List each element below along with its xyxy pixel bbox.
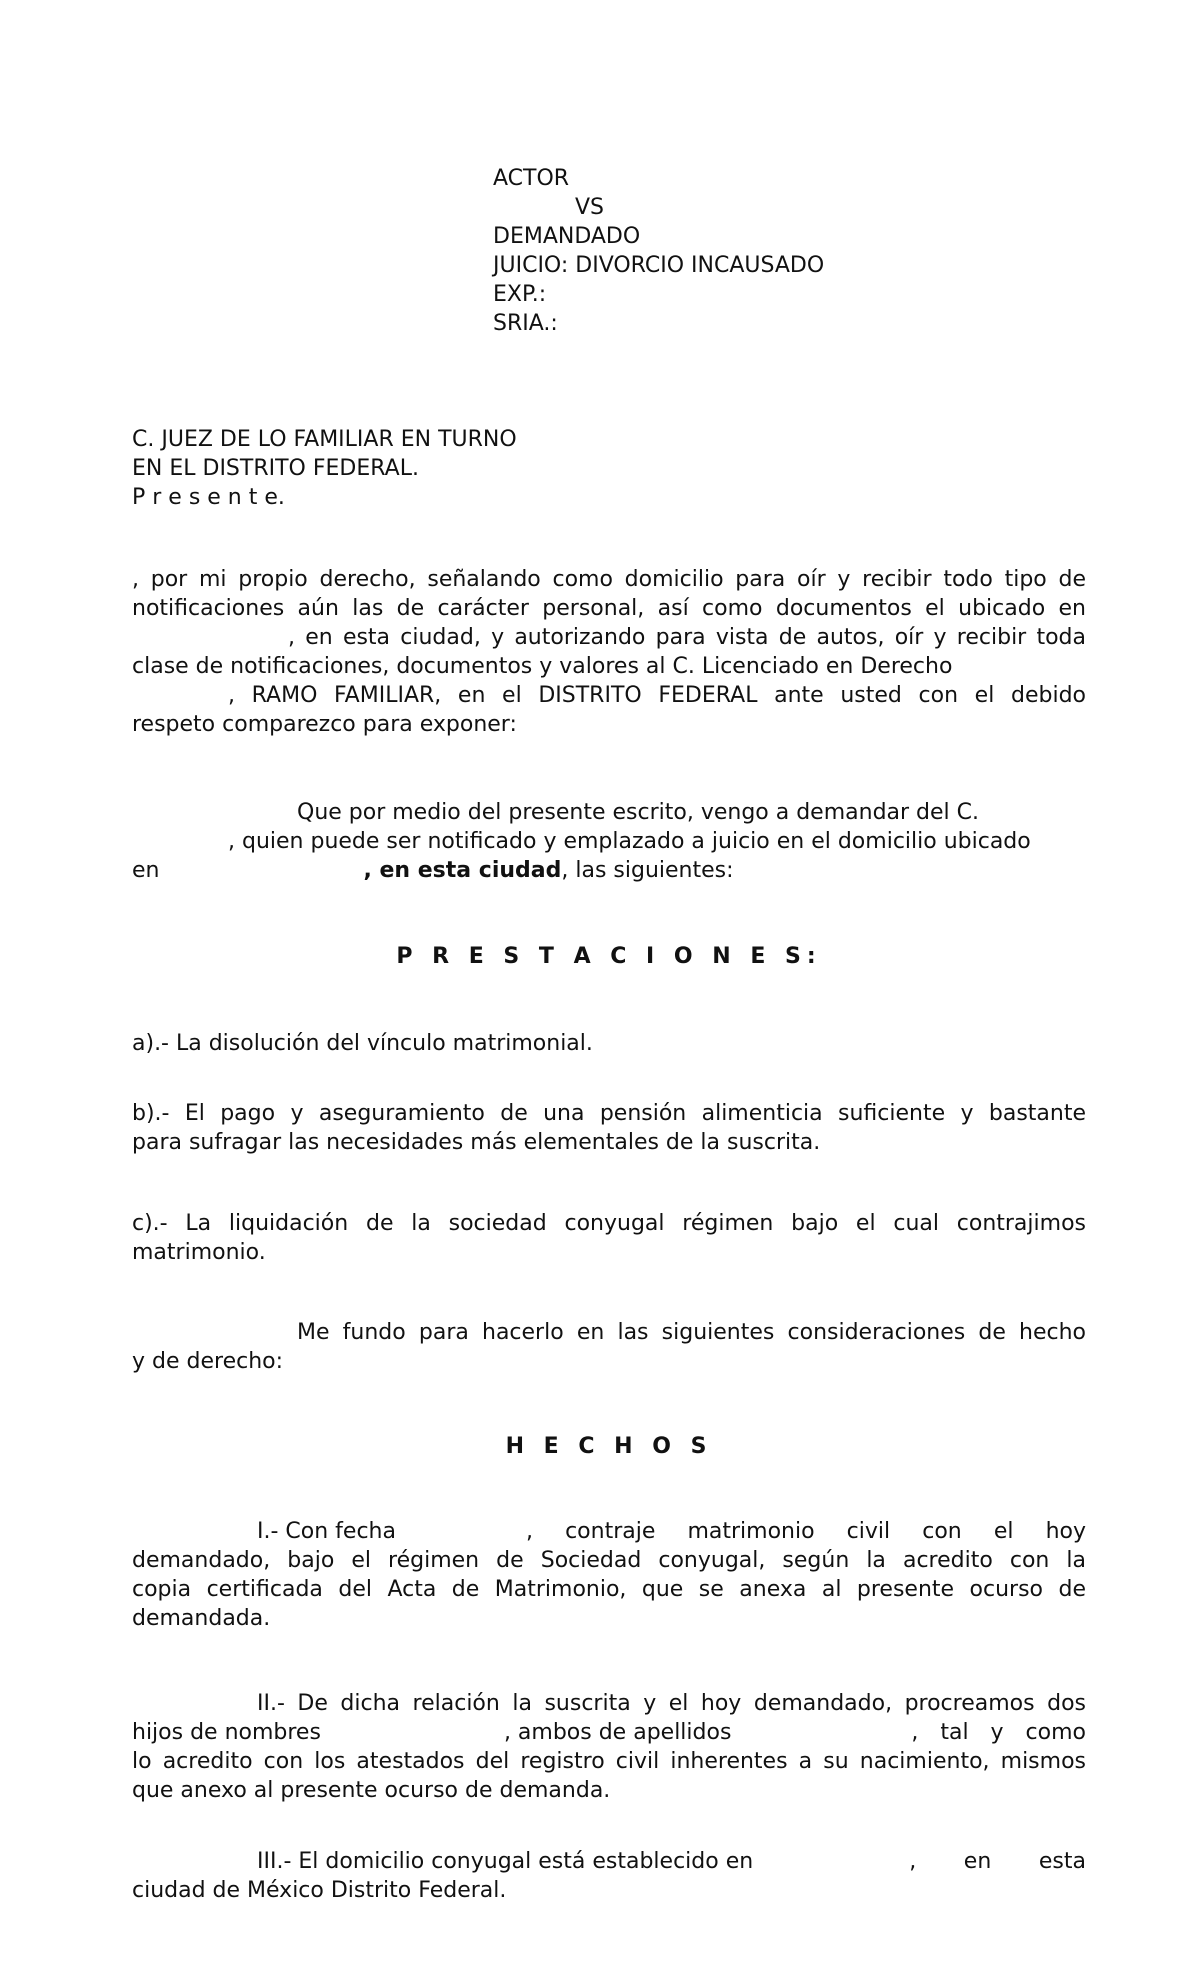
caption-juicio: JUICIO: DIVORCIO INCAUSADO [493,253,825,278]
prestacion-a [132,1029,1086,1058]
caption-vs: VS [575,195,605,220]
demand-line-3-rest: , las siguientes: [561,858,734,883]
hecho-1-line-1 [132,1517,1086,1546]
addressee-line-3: P r e s e n t e. [132,485,285,510]
prestacion-a-text: a).- La disolución del vínculo matrimonial. [132,1031,593,1056]
prestacion-b [132,1099,1086,1157]
demand-line-3 [132,856,1086,885]
case-caption [493,164,824,338]
prestaciones-heading: P R E S T A C I O N E S: [396,944,822,969]
prestacion-c-line-1: c).- La liquidación de la sociedad conyugal régimen bajo el cual contrajimos [132,1211,1086,1236]
addressee-line-1: C. JUEZ DE LO FAMILIAR EN TURNO [132,427,517,452]
intro-line-5: , RAMO FAMILIAR, en el DISTRITO FEDERAL ante usted con el debido [228,683,1086,708]
caption-exp: EXP.: [493,282,547,307]
prestacion-b-line-1: b).- El pago y aseguramiento de una pensión alimenticia suficiente y bastante [132,1101,1086,1126]
hecho-3-line-1 [132,1847,1086,1876]
prestacion-c [132,1209,1086,1267]
hecho-2 [132,1689,1086,1805]
prestacion-c-line-2: matrimonio. [132,1240,266,1265]
hecho-1 [132,1517,1086,1633]
caption-demandado: DEMANDADO [493,224,641,249]
hecho-3-line-1-a: III.- El domicilio conyugal está establecido en [257,1849,754,1874]
demand-line-1: Que por medio del presente escrito, vengo a demandar del C. [297,800,980,825]
intro-line-6: respeto comparezco para exponer: [132,712,517,737]
hecho-1-line-3: copia certificada del Acta de Matrimonio, que se anexa al presente ocurso de [132,1577,1086,1602]
demand-line-3-en: en [132,858,160,883]
hecho-1-line-1-a: I.- Con fecha [257,1519,396,1544]
intro-line-2: notificaciones aún las de carácter personal, así como documentos el ubicado en [132,596,1086,621]
fundamento-line-1: Me fundo para hacerlo en las siguientes consideraciones de hecho [297,1320,1086,1345]
demand-line-3-bold: , en esta ciudad [363,858,562,883]
hecho-3-line-2: ciudad de México Distrito Federal. [132,1878,507,1903]
fundamento-line-2: y de derecho: [132,1349,284,1374]
hecho-2-line-2-a: hijos de nombres [132,1720,321,1745]
fundamento-paragraph [132,1318,1086,1376]
intro-line-1: , por mi propio derecho, señalando como domicilio para oír y recibir todo tipo de [132,567,1086,592]
hecho-3-line-1-b: , en esta [909,1849,1086,1874]
hecho-2-line-1: II.- De dicha relación la suscrita y el hoy demandado, procreamos dos [257,1691,1086,1716]
hecho-1-line-1-b: , contraje matrimonio civil con el hoy [525,1519,1086,1544]
hecho-2-line-2 [132,1718,1086,1747]
addressee [132,425,1086,512]
demand-paragraph [132,798,1086,885]
hecho-2-line-3: lo acredito con los atestados del registro civil inherentes a su nacimiento, mismos [132,1749,1086,1774]
intro-line-4: clase de notificaciones, documentos y valores al C. Licenciado en Derecho [132,654,953,679]
hecho-1-line-2: demandado, bajo el régimen de Sociedad conyugal, según la acredito con la [132,1548,1086,1573]
caption-sria: SRIA.: [493,311,558,336]
prestacion-b-line-2: para sufragar las necesidades más elementales de la suscrita. [132,1130,821,1155]
caption-actor: ACTOR [493,166,570,191]
hecho-1-line-4: demandada. [132,1606,271,1631]
intro-paragraph [132,565,1086,739]
hecho-3 [132,1847,1086,1905]
hecho-1-line-1-b-wrap [526,1517,1086,1546]
hechos-heading: H E C H O S [505,1434,713,1459]
intro-line-3: , en esta ciudad, y autorizando para vista de autos, oír y recibir toda [288,625,1086,650]
hecho-2-line-2-c: , tal y como [911,1720,1086,1745]
hecho-2-line-4: que anexo al presente ocurso de demanda. [132,1778,611,1803]
addressee-line-2: EN EL DISTRITO FEDERAL. [132,456,419,481]
hecho-2-line-2-b: , ambos de apellidos [503,1720,732,1745]
demand-line-2: , quien puede ser notificado y emplazado a juicio en el domicilio ubicado [228,829,1031,854]
